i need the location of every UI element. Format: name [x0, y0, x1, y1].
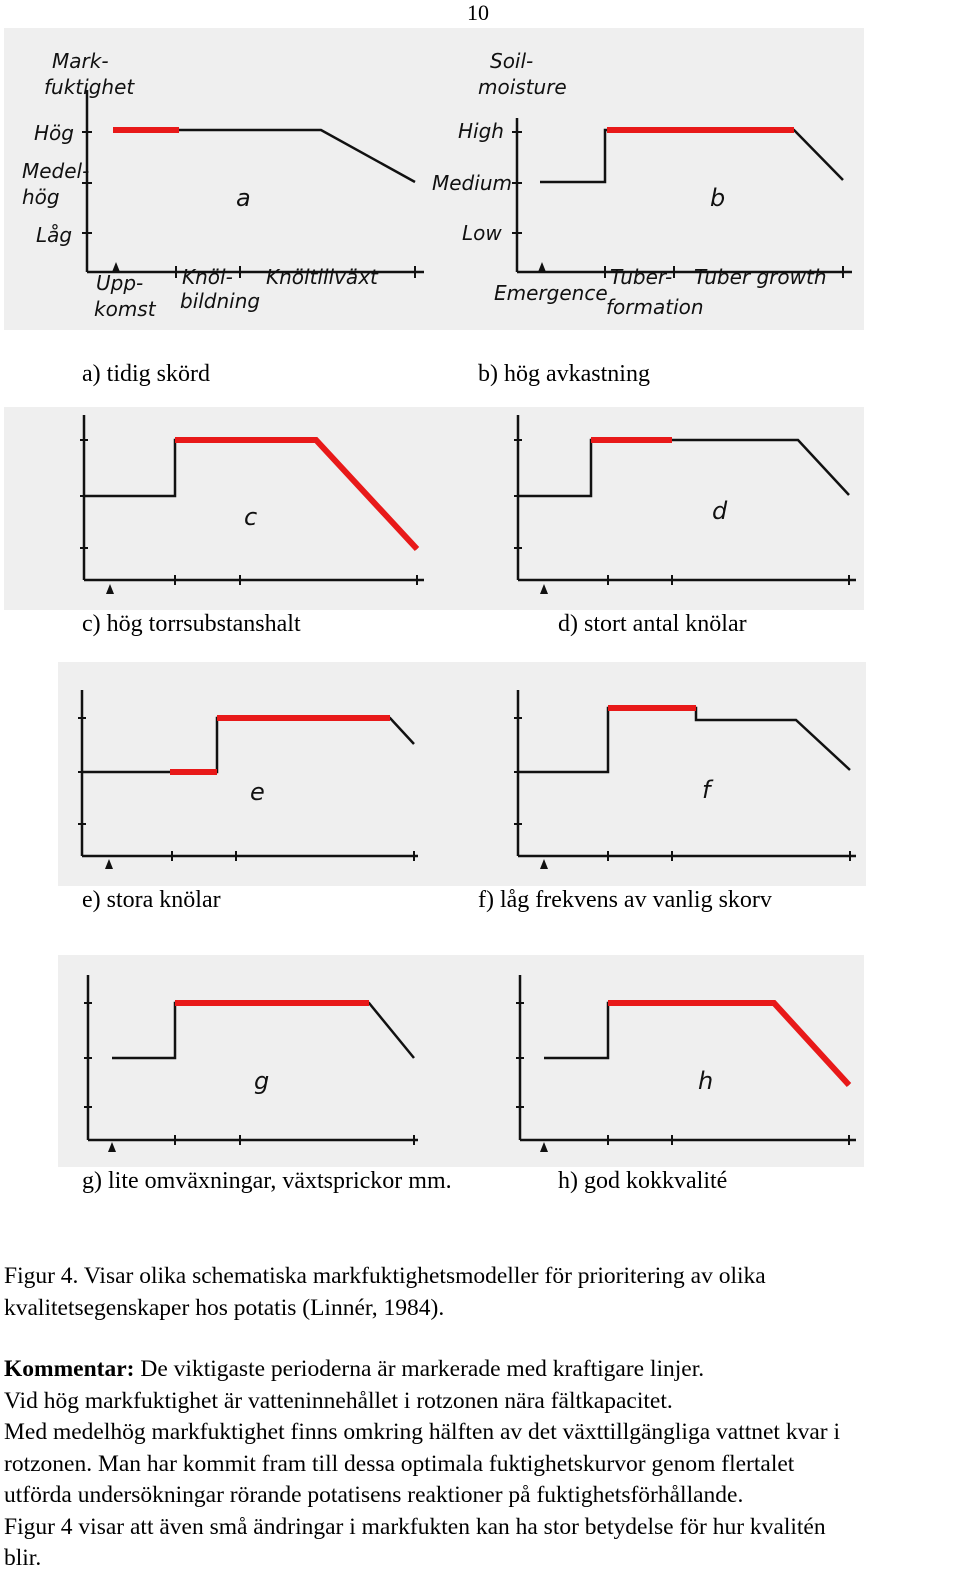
chart-letter: h — [698, 1067, 714, 1095]
caption-d: d) stort antal knölar — [558, 611, 747, 637]
figure-caption — [4, 1261, 954, 1324]
chart-panel-b — [432, 28, 864, 330]
x-label-formation-1: Tuber- — [610, 265, 673, 289]
chart-panel-f — [436, 662, 866, 886]
chart-letter: d — [712, 497, 728, 525]
chart-letter: e — [250, 778, 265, 806]
body-line-5: rotzonen. Man har kommit fram till dessa optimala fuktighetskurvor genom flertalet — [4, 1450, 795, 1477]
comment-label: Kommentar: — [4, 1356, 135, 1382]
x-label-emergence: Emergence — [494, 281, 608, 305]
y-axis-title-1: Soil- — [490, 49, 534, 73]
body-line-4: Med medelhög markfuktighet finns omkring hälften av det växttillgängliga vattnet kvar i — [4, 1419, 840, 1445]
chart-panel-a — [4, 28, 432, 330]
y-label-medhigh-1: Medel- — [22, 159, 90, 183]
chart-panel-c — [4, 407, 436, 610]
chart-panel-d — [436, 407, 864, 610]
moisture-chart-c — [4, 407, 436, 610]
moisture-chart-e — [58, 662, 436, 886]
chart-panel-h — [436, 955, 864, 1167]
priority-segment — [608, 1003, 849, 1085]
y-label-low: Low — [462, 221, 502, 245]
y-label-high: High — [458, 119, 504, 143]
emergence-marker-icon — [540, 584, 548, 594]
moisture-chart-h — [436, 955, 864, 1167]
comment-block — [4, 1354, 954, 1575]
y-label-low: Låg — [36, 223, 73, 247]
body-line-7: Figur 4 visar att även små ändringar i markfukten kan ha stor betydelse för hur kvalitén — [4, 1513, 826, 1540]
chart-panel-g — [58, 955, 436, 1167]
comment-line — [4, 1354, 954, 1386]
caption-e: e) stora knölar — [82, 887, 221, 913]
figure-caption-line-1: Figur 4. Visar olika schematiska markfuktighetsmodeller för prioritering av olika — [4, 1263, 766, 1289]
chart-letter: a — [236, 184, 251, 212]
chart-panel-e — [58, 662, 436, 886]
moisture-curve — [518, 440, 849, 496]
caption-b: b) hög avkastning — [478, 361, 650, 387]
body-line-8: blir. — [4, 1545, 42, 1571]
y-axis-title-2: fuktighet — [44, 75, 135, 99]
priority-segment — [175, 440, 417, 549]
emergence-marker-icon — [108, 1142, 116, 1152]
x-label-growth: Tuber growth — [694, 265, 827, 289]
caption-c: c) hög torrsubstanshalt — [82, 611, 301, 637]
page-number: 10 — [467, 0, 489, 25]
caption-f: f) låg frekvens av vanlig skorv — [478, 887, 772, 913]
moisture-curve — [540, 130, 843, 182]
body-line-6: utförda undersökningar rörande potatisens reaktioner på fuktighetsförhållande. — [4, 1482, 744, 1508]
body-line-3: Vid hög markfuktighet är vatteninnehållet i rotzonen nära fältkapacitet. — [4, 1387, 673, 1414]
x-label-formation-2: bildning — [180, 289, 261, 313]
comment-text: De viktigaste perioderna är markerade med kraftigare linjer. — [134, 1356, 705, 1382]
x-label-growth: Knöltillväxt — [266, 265, 378, 289]
moisture-chart-d — [436, 407, 864, 610]
moisture-chart-f — [436, 662, 866, 886]
y-label-high: Hög — [34, 121, 74, 145]
chart-letter: b — [710, 184, 726, 212]
moisture-curve — [112, 1003, 414, 1058]
chart-letter: c — [244, 503, 258, 531]
y-label-medium: Medium — [432, 171, 512, 195]
caption-g: g) lite omväxningar, växtsprickor mm. — [82, 1168, 452, 1194]
caption-a: a) tidig skörd — [82, 361, 210, 387]
moisture-chart-a — [4, 28, 432, 330]
moisture-curve — [82, 718, 414, 772]
moisture-chart-b — [432, 28, 864, 330]
emergence-marker-icon — [106, 584, 114, 594]
caption-h: h) god kokkvalité — [558, 1168, 728, 1194]
chart-letter: f — [702, 776, 711, 804]
emergence-marker-icon — [538, 262, 546, 272]
moisture-curve — [179, 130, 415, 182]
moisture-curve — [518, 708, 850, 772]
y-axis-title-1: Mark- — [52, 49, 109, 73]
x-label-emergence-2: komst — [94, 297, 156, 321]
x-label-emergence-1: Upp- — [96, 271, 144, 295]
moisture-chart-g — [58, 955, 436, 1167]
chart-letter: g — [254, 1067, 270, 1095]
moisture-curve — [544, 1003, 849, 1085]
emergence-marker-icon — [540, 859, 548, 869]
x-label-formation-1: Knöl- — [182, 265, 233, 289]
figure-caption-line-2: kvalitetsegenskaper hos potatis (Linnér, 1984). — [4, 1294, 445, 1321]
y-label-medhigh-2: hög — [22, 185, 60, 209]
x-label-formation-2: formation — [606, 295, 704, 319]
emergence-marker-icon — [540, 1142, 548, 1152]
y-axis-title-2: moisture — [478, 75, 567, 99]
emergence-marker-icon — [105, 859, 113, 869]
